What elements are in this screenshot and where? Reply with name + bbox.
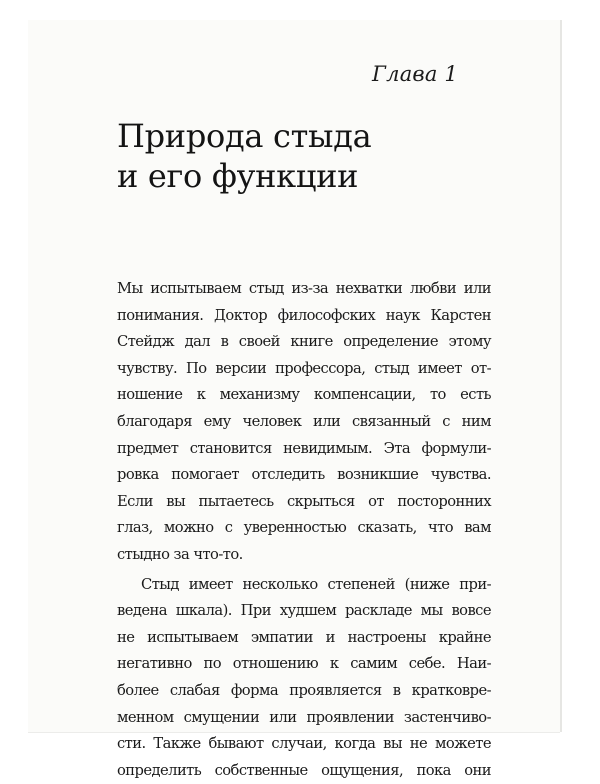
paragraph-2 — [117, 572, 491, 784]
chapter-title-line: и его функции — [117, 157, 359, 195]
text-line: ровка помогает отследить возникшие чувства. — [117, 466, 491, 484]
text-line: Мы испытываем стыд из-за нехватки любви или — [117, 280, 491, 297]
text-line: ношение к механизму компенсации, то есть — [117, 386, 491, 404]
text-line: негативно по отношению к самим себе. Наи- — [117, 655, 491, 673]
text-line: глаз, можно с уверенностью сказать, что вам — [117, 519, 491, 537]
text-line: понимания. Доктор философских наук Карстен — [117, 306, 491, 324]
text-line: менном смущении или проявлении застенчиво- — [117, 708, 491, 726]
text-line: ведена шкала). При худшем раскладе мы вовсе — [117, 602, 491, 620]
text-line: чувству. По версии профессора, стыд имеет от- — [117, 359, 491, 377]
body-text — [117, 276, 491, 784]
text-line: благодаря ему человек или связанный с ним — [117, 412, 491, 430]
chapter-number: Глава 1 — [372, 62, 458, 86]
book-page — [28, 20, 560, 779]
text-line: Если вы пытаетесь скрыться от посторонних — [117, 492, 491, 510]
text-line: более слабая форма проявляется в кратковре- — [117, 681, 491, 699]
paragraph-1 — [117, 276, 491, 569]
text-line: не испытываем эмпатии и настроены крайне — [117, 628, 491, 646]
text-line: определить собственные ощущения, пока они — [117, 761, 491, 779]
chapter-title — [117, 116, 371, 196]
text-line: Стейдж дал в своей книге определение этому — [117, 333, 491, 351]
chapter-title-line: Природа стыда — [117, 117, 372, 155]
text-line: Стыд имеет несколько степеней (ниже при- — [141, 575, 491, 593]
text-line: предмет становится невидимым. Эта формули- — [117, 439, 491, 457]
text-line: стыдно за что-то. — [117, 545, 243, 563]
text-line: сти. Также бывают случаи, когда вы не можете — [117, 735, 491, 753]
